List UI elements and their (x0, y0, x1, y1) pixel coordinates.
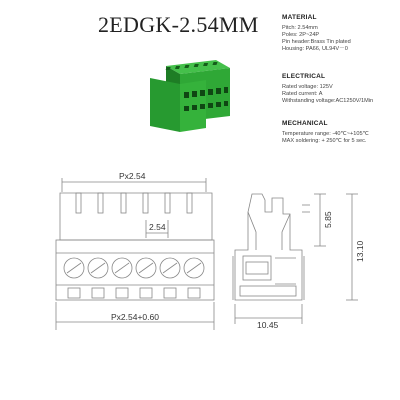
material-heading: MATERIAL (282, 14, 317, 21)
side-view (233, 194, 310, 300)
plug-block (150, 78, 180, 132)
inner-pitch-label: 2.54 (149, 222, 166, 232)
electrical-line: Rated voltage: 125V (282, 84, 333, 90)
front-view-upper (60, 193, 212, 240)
terminal-block-image (146, 58, 246, 140)
material-section (282, 14, 400, 53)
mechanical-section (282, 120, 400, 145)
product-title: 2EDGK-2.54MM (98, 12, 259, 37)
electrical-line: Withstanding voltage:AC1250V/1Min (282, 98, 374, 104)
material-line: Pin header:Brass Tin plated (282, 39, 351, 45)
electrical-line: Rated current: A (282, 91, 323, 97)
electrical-heading: ELECTRICAL (282, 73, 326, 80)
total-height-label: 13.10 (355, 240, 365, 262)
mechanical-line: MAX soldering: + 250℃ for 5 sec. (282, 138, 367, 144)
material-line: Poles: 2P~24P (282, 32, 320, 38)
mechanical-line: Temperature range: -40℃~+105℃ (282, 131, 369, 137)
front-view-lower (56, 240, 214, 300)
side-width-label: 10.45 (257, 320, 279, 330)
upper-height-label: 5.85 (323, 211, 333, 228)
electrical-section (282, 73, 400, 105)
technical-drawing (0, 160, 400, 400)
overall-length-label: Px2.54+0.60 (111, 312, 159, 322)
mechanical-heading: MECHANICAL (282, 120, 328, 127)
material-line: Housing: PA66, UL94V－0 (282, 46, 348, 52)
material-line: Pitch: 2.54mm (282, 25, 318, 31)
pitch-dimension-label: Px2.54 (119, 171, 146, 181)
